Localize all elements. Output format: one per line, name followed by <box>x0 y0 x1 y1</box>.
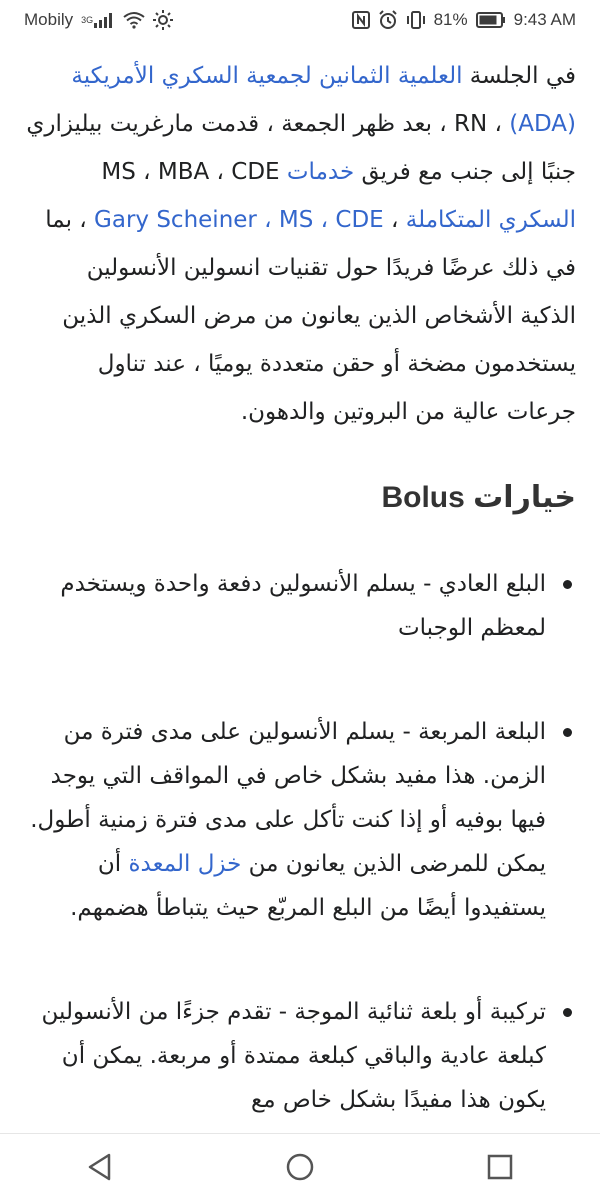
status-left <box>24 10 173 30</box>
alarm-icon <box>378 10 398 30</box>
recents-icon <box>487 1154 513 1180</box>
bolus-options-list <box>24 562 576 1122</box>
list-item <box>24 710 576 930</box>
text-run: ، RN ، بعد ظهر الجمعة ، قدمت مارغريت بيليزاري جنبًا إلى جنب مع فريق <box>26 111 576 185</box>
list-item <box>24 990 576 1122</box>
bullet-icon <box>563 580 572 589</box>
section-heading-ar: خيارات <box>473 480 576 515</box>
list-item-text: البلعة المربعة - يسلم الأنسولين على مدى فترة من الزمن. هذا مفيد بشكل خاص في المواقف التي يوجد فيها بوفيه أو إذا كنت تأكل على مدى فترة زمنية أطول. يمكن للمرضى الذين يعانون من <box>30 719 546 877</box>
text-run: ، بما في ذلك عرضًا فريدًا حول تقنيات انسولين الأنسولين الذكية الأشخاص الذين يعانون من مرض السكري الذين يستخدمون مضخة أو حقن متعددة يوميًا ، عند تناول جرعات عالية من البروتين والدهون. <box>45 207 576 425</box>
list-item-text: تركيبة أو بلعة ثنائية الموجة - تقدم جزءًا من الأنسولين كبلعة عادية والباقي كبلعة ممتدة أو مربعة. يمكن أن يكون هذا مفيدًا بشكل خاص مع <box>41 999 546 1113</box>
link-integrated-diabetes[interactable]: السكري المتكاملة <box>405 207 576 233</box>
clock: 9:43 AM <box>513 10 576 29</box>
home-button[interactable] <box>270 1137 330 1197</box>
text-run: ، <box>383 207 406 233</box>
carrier-name: Mobily <box>24 10 74 29</box>
text-run: في الجلسة <box>462 63 576 89</box>
link-gary-scheiner[interactable]: Gary Scheiner ، MS ، CDE <box>94 207 384 233</box>
section-heading-bolus-options <box>24 478 576 518</box>
bullet-icon <box>563 728 572 737</box>
navigation-bar <box>0 1133 600 1200</box>
link-ada-session[interactable]: العلمية الثمانين لجمعية السكري الأمريكية <box>71 63 463 89</box>
section-heading-en: Bolus <box>381 481 465 514</box>
link-services[interactable]: خدمات <box>286 159 355 185</box>
brightness-icon <box>153 10 173 30</box>
text-run: MS ، MBA ، CDE <box>101 159 287 185</box>
link-ada[interactable]: (ADA) <box>509 111 576 137</box>
signal-icon <box>81 12 115 28</box>
nfc-icon <box>352 11 370 29</box>
network-type: 3G <box>81 15 94 25</box>
back-icon <box>87 1153 113 1181</box>
recents-button[interactable] <box>470 1137 530 1197</box>
wifi-icon <box>123 11 145 29</box>
link-gastroparesis[interactable]: خزل المعدة <box>128 851 242 877</box>
bullet-icon <box>563 1008 572 1017</box>
battery-percent: 81% <box>433 10 468 29</box>
list-item-text: البلع العادي - يسلم الأنسولين دفعة واحدة ويستخدم لمعظم الوجبات <box>60 571 546 641</box>
status-bar <box>0 0 600 40</box>
status-right <box>352 10 576 30</box>
intro-paragraph <box>24 52 576 436</box>
list-item-text: أن يستفيدوا أيضًا من البلع المربّع حيث يتباطأ هضمهم. <box>70 851 546 921</box>
battery-icon <box>476 12 506 28</box>
list-item <box>24 562 576 650</box>
home-icon <box>285 1152 315 1182</box>
vibrate-icon <box>406 11 426 29</box>
article-content <box>24 44 576 1134</box>
back-button[interactable] <box>70 1137 130 1197</box>
